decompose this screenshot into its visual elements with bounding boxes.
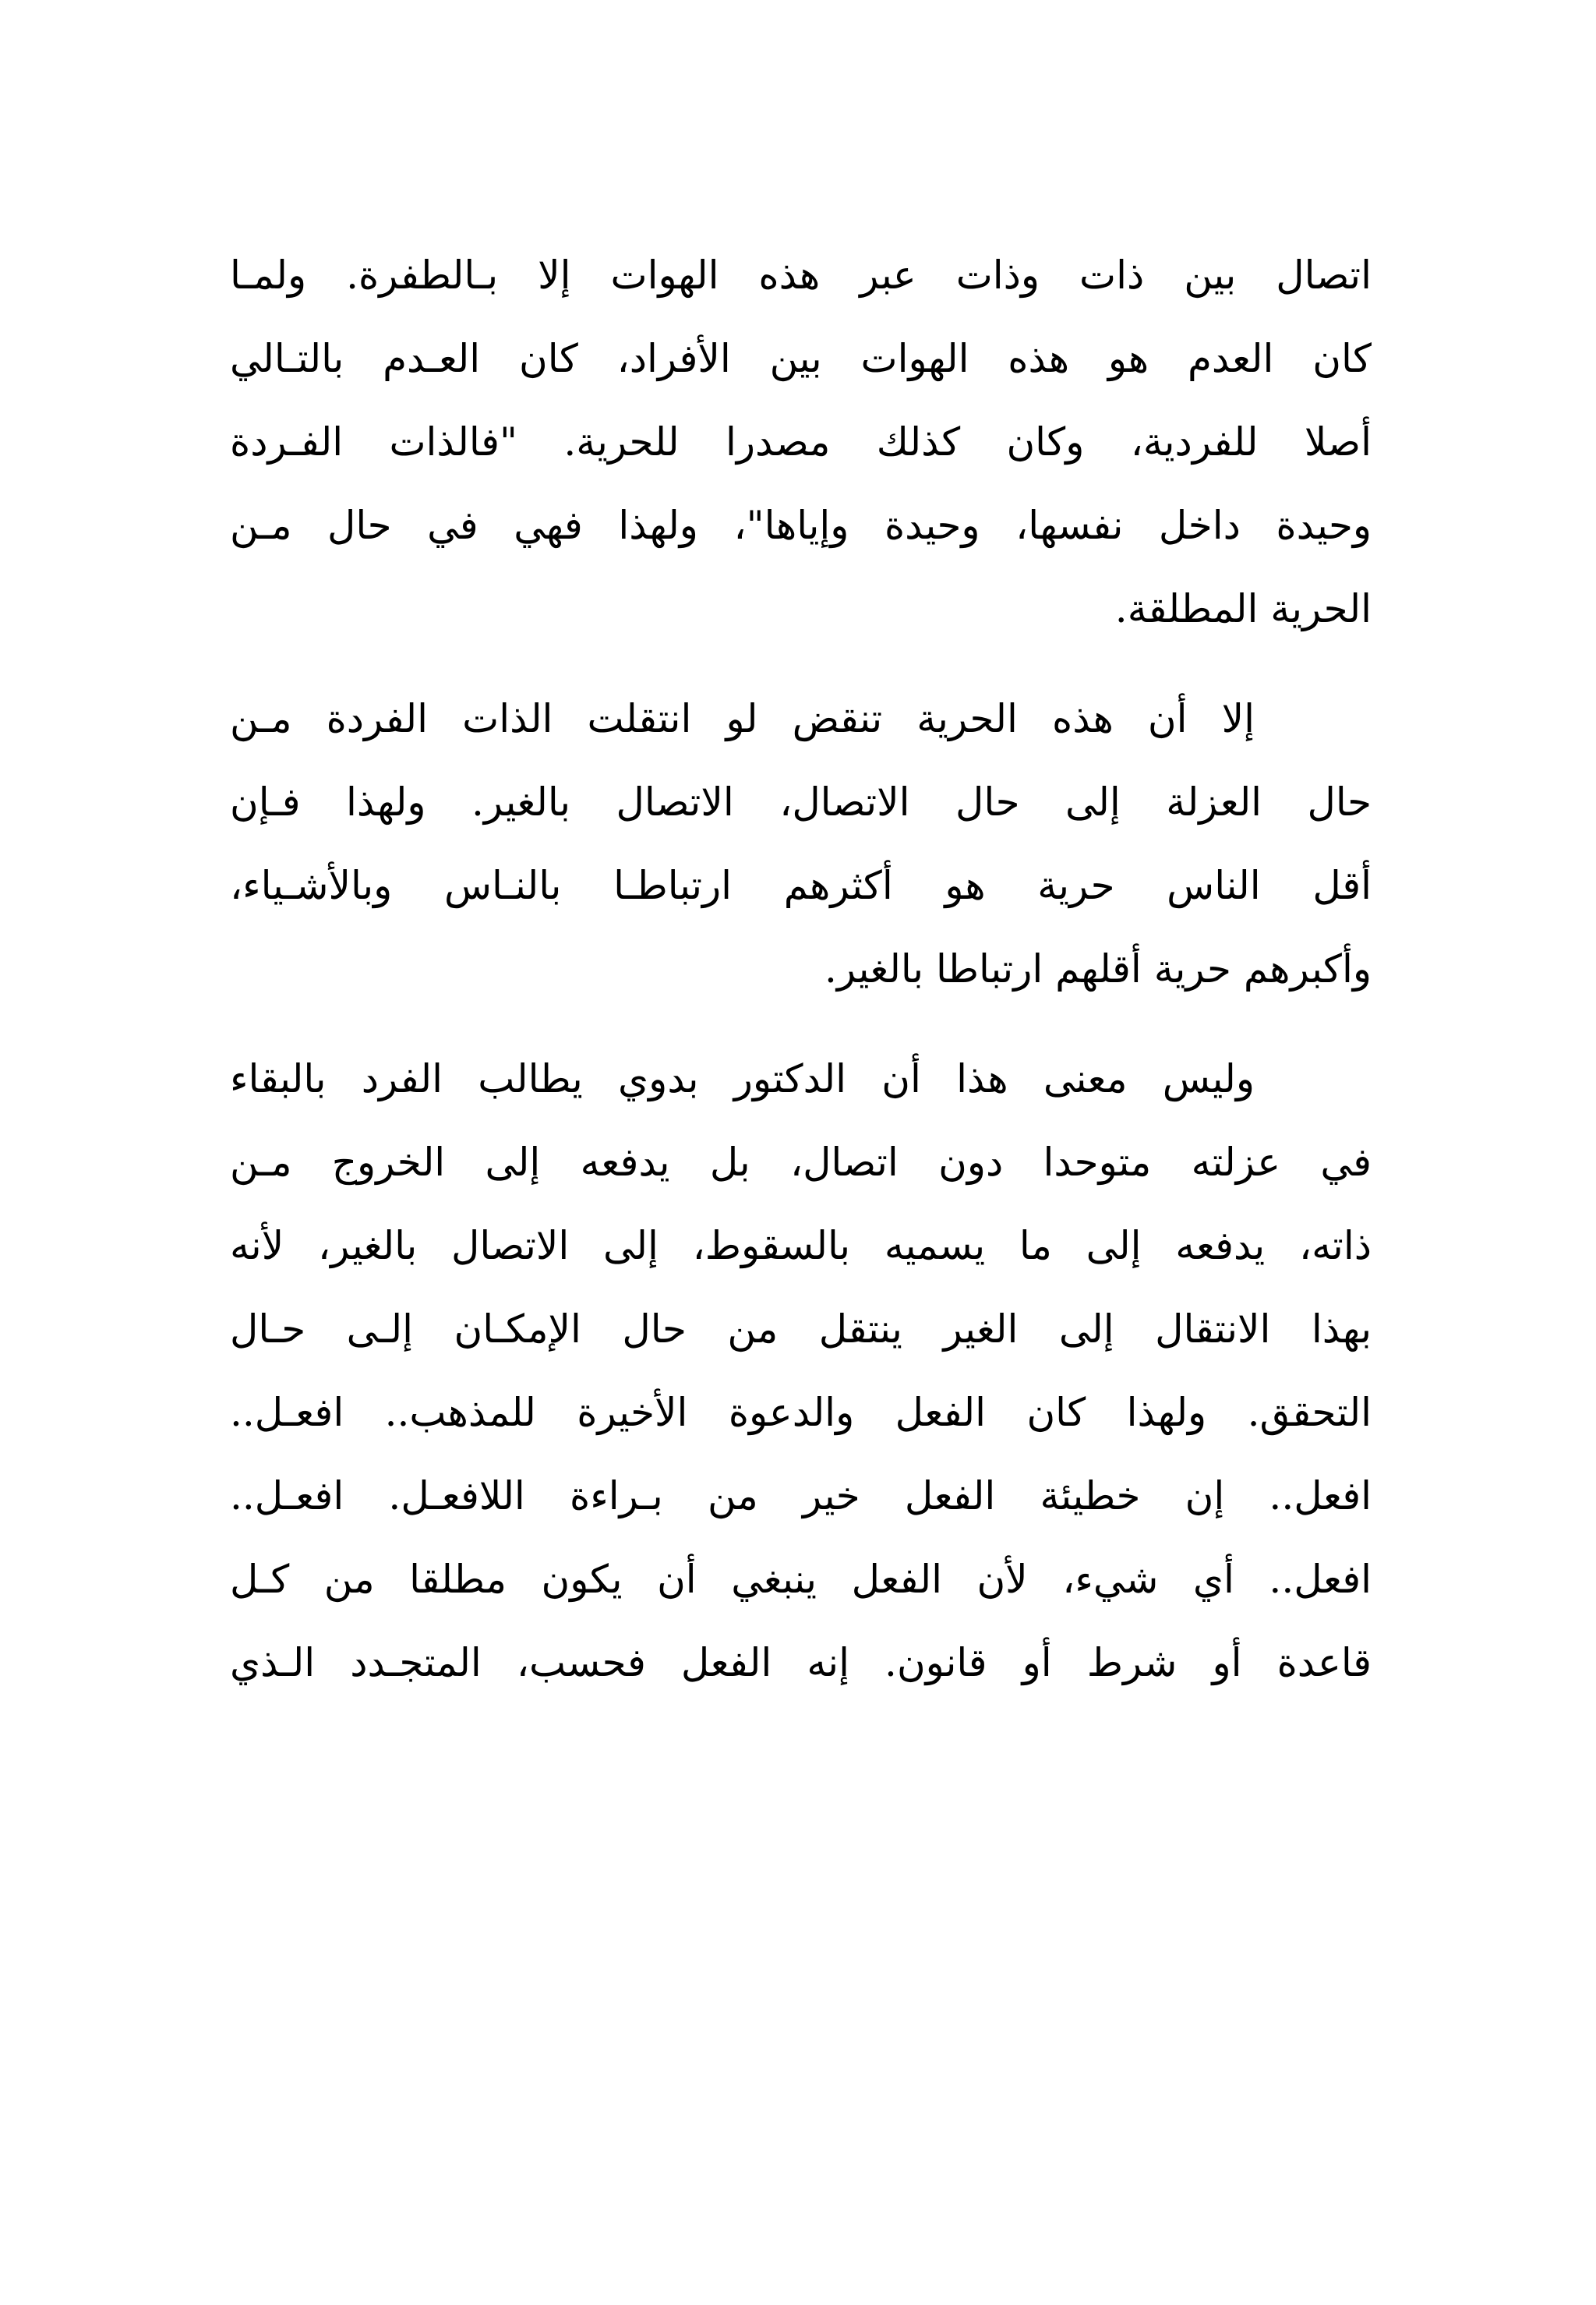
paragraph-3: [230, 1038, 1372, 1705]
text-line: أقل الناس حرية هو أكثرهم ارتباطـا بالنـاس وبالأشـياء،: [230, 863, 1372, 908]
text-line: افعل.. إن خطيئة الفعل خير من بـراءة اللافعـل. افعـل..: [230, 1473, 1372, 1518]
paragraph-2: [230, 677, 1372, 1011]
text-line: وحيدة داخل نفسها، وحيدة وإياها"، ولهذا فهي في حال مـن: [230, 503, 1372, 548]
text-line: وليس معنى هذا أن الدكتور بدوي يطالب الفرد بالبقاء: [230, 1056, 1255, 1101]
text-line: قاعدة أو شرط أو قانون. إنه الفعل فحسب، المتجـدد الـذي: [230, 1640, 1372, 1685]
paragraph-spacer: [230, 651, 1372, 677]
text-line: اتصال بين ذات وذات عبر هذه الهوات إلا بـالطفرة. ولمـا: [230, 253, 1372, 298]
text-line: حال العزلة إلى حال الاتصال، الاتصال بالغير. ولهذا فـإن: [230, 780, 1372, 825]
text-line: وأكبرهم حرية أقلهم ارتباطا بالغير.: [824, 946, 1372, 992]
text-line: إلا أن هذه الحرية تنقض لو انتقلت الذات الفردة مـن: [230, 696, 1255, 741]
document-page: [230, 234, 1372, 1705]
paragraph-spacer: [230, 1011, 1372, 1038]
text-line: أصلا للفردية، وكان كذلك مصدرا للحرية. "فالذات الفـردة: [230, 419, 1372, 465]
paragraph-1: [230, 234, 1372, 651]
text-line: الحرية المطلقة.: [1114, 586, 1372, 631]
text-line: في عزلته متوحدا دون اتصال، بل يدفعه إلى الخروج مـن: [230, 1140, 1372, 1185]
text-line: ذاته، يدفعه إلى ما يسميه بالسقوط، إلى الاتصال بالغير، لأنه: [230, 1223, 1372, 1268]
text-line: كان العدم هو هذه الهوات بين الأفراد، كان العـدم بالتـالي: [230, 336, 1372, 381]
text-line: افعل.. أي شيء، لأن الفعل ينبغي أن يكون مطلقا من كـل: [230, 1557, 1372, 1602]
text-line: بهذا الانتقال إلى الغير ينتقل من حال الإمكـان إلـى حـال: [230, 1306, 1372, 1352]
text-line: التحقق. ولهذا كان الفعل والدعوة الأخيرة للمذهب.. افعـل..: [230, 1390, 1372, 1435]
